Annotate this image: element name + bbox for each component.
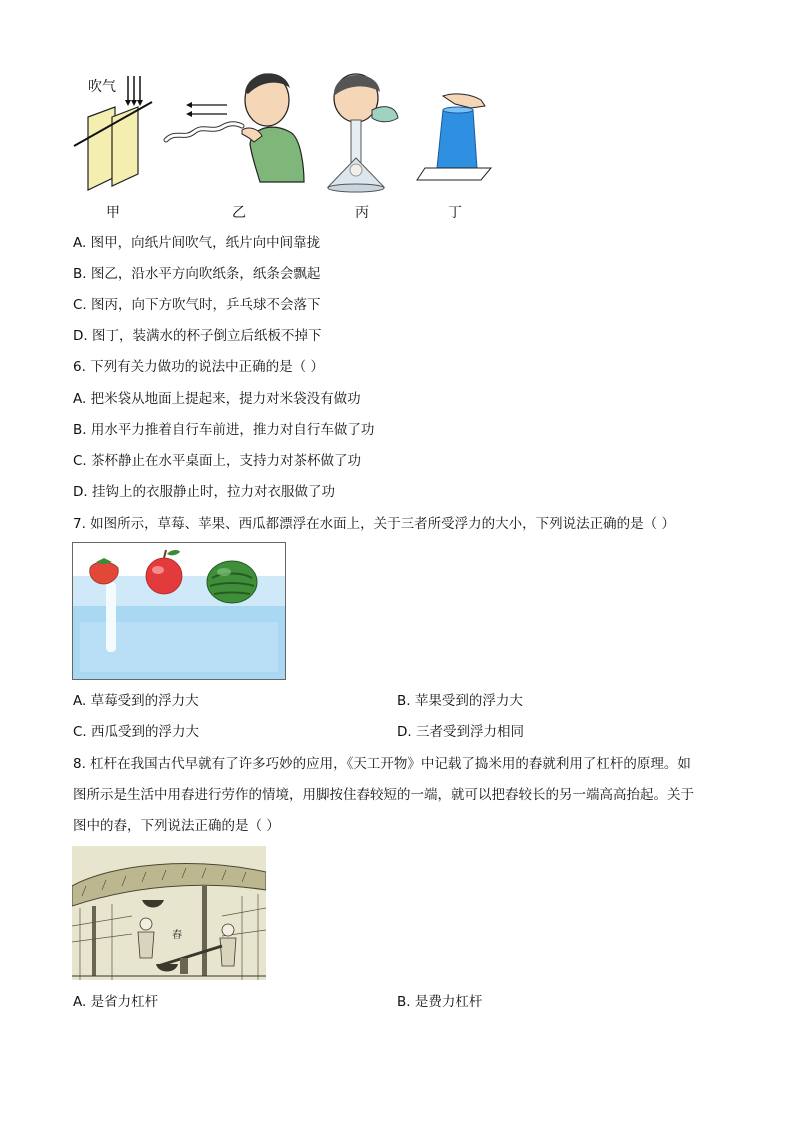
q7-option-a: A. 草莓受到的浮力大 [73, 693, 199, 709]
q8-option-b: B. 是费力杠杆 [397, 994, 483, 1010]
q8-option-a: A. 是省力杠杆 [73, 994, 159, 1010]
q5-option-d: D. 图丁，装满水的杯子倒立后纸板不掉下 [73, 328, 322, 344]
q5-option-a: A. 图甲，向纸片间吹气，纸片向中间靠拢 [73, 235, 321, 251]
q7-stem: 7. 如图所示，草莓、苹果、西瓜都漂浮在水面上，关于三者所受浮力的大小，下列说法正确的是（ ） [73, 516, 675, 532]
apple-icon [146, 558, 182, 594]
pestle-lever-figure [72, 846, 266, 980]
q6-stem: 6. 下列有关力做功的说法中正确的是（ ） [73, 359, 324, 375]
fig-label-bing: 丙 [355, 205, 369, 221]
q8-stem-line-1: 8. 杠杆在我国古代早就有了许多巧妙的应用，《天工开物》中记载了捣米用的舂就利用了杠杆的原理。如 [73, 756, 691, 772]
floating-fruits-figure [72, 542, 286, 682]
q6-option-b: B. 用水平力推着自行车前进，推力对自行车做了功 [73, 422, 375, 438]
blow-label: 吹气 [88, 79, 116, 95]
fig-label-jia: 甲 [106, 205, 120, 221]
boy-blowing-figure [162, 62, 312, 192]
funnel-figure [318, 62, 408, 197]
fig-label-ding: 丁 [448, 205, 462, 221]
q6-option-a: A. 把米袋从地面上提起来，提力对米袋没有做功 [73, 391, 361, 407]
q8-stem-line-3: 图中的舂，下列说法正确的是（ ） [73, 818, 280, 834]
q7-option-d: D. 三者受到浮力相同 [397, 724, 524, 740]
q8-stem-line-2: 图所示是生活中用舂进行劳作的情境，用脚按住舂较短的一端，就可以把舂较长的另一端高高抬起。关于 [73, 787, 694, 803]
q5-option-c: C. 图丙，向下方吹气时，乒乓球不会落下 [73, 297, 321, 313]
q7-option-b: B. 苹果受到的浮力大 [397, 693, 523, 709]
q5-option-b: B. 图乙，沿水平方向吹纸条，纸条会飘起 [73, 266, 321, 282]
paper-sheets-figure [70, 62, 170, 197]
figure-air-pressure [70, 62, 510, 232]
pestle-figure-label: 舂 [172, 930, 182, 941]
q6-option-c: C. 茶杯静止在水平桌面上，支持力对茶杯做了功 [73, 453, 362, 469]
inverted-cup-figure [415, 92, 500, 187]
q6-option-d: D. 挂钩上的衣服静止时，拉力对衣服做了功 [73, 484, 335, 500]
q7-option-c: C. 西瓜受到的浮力大 [73, 724, 200, 740]
fig-label-yi: 乙 [232, 205, 246, 221]
